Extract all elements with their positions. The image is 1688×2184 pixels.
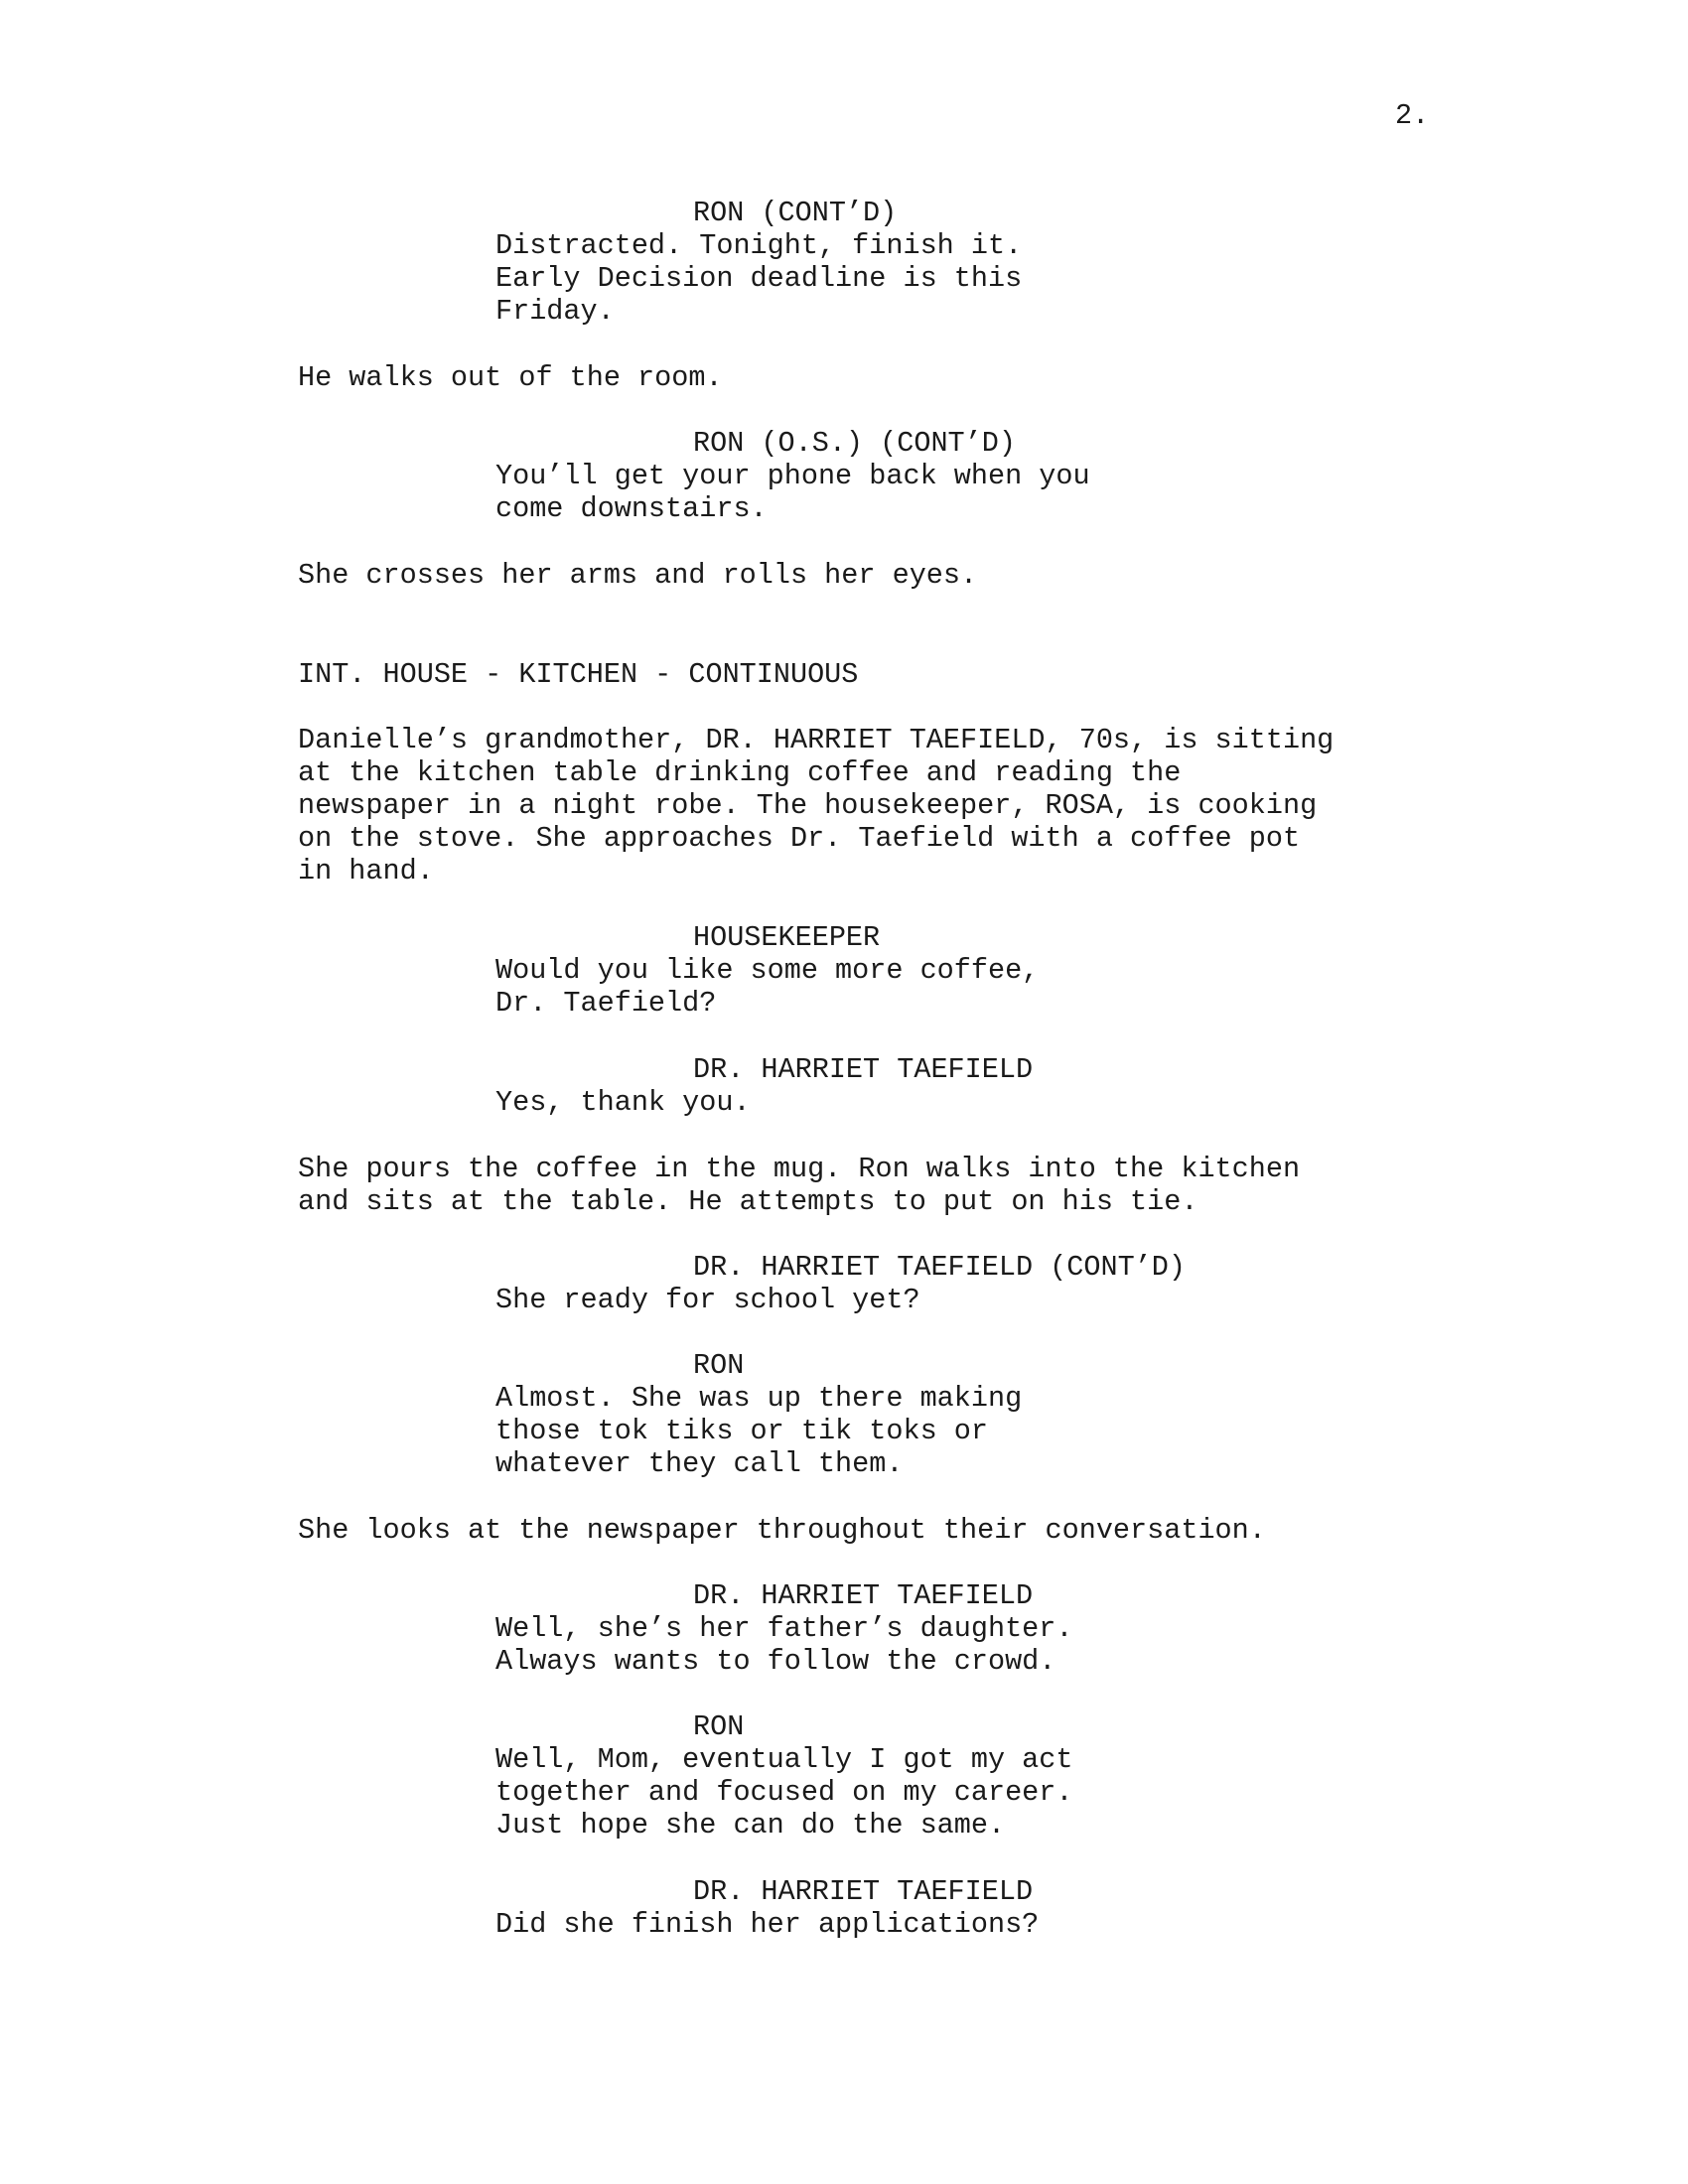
action-line: newspaper in a night robe. The housekeeper, ROSA, is cooking bbox=[298, 789, 1318, 822]
action-line: He walks out of the room. bbox=[298, 361, 723, 394]
dialogue bbox=[495, 1284, 1210, 1316]
dialogue-line: Friday. bbox=[495, 295, 615, 328]
character-cue bbox=[693, 197, 897, 229]
dialogue-line: Well, Mom, eventually I got my act bbox=[495, 1743, 1073, 1776]
character-cue bbox=[693, 1875, 1033, 1908]
character-cue bbox=[693, 1251, 1186, 1284]
character-name: RON (O.S.) (CONT’D) bbox=[693, 427, 1016, 460]
dialogue bbox=[495, 1382, 1210, 1480]
action bbox=[298, 724, 1489, 887]
action bbox=[298, 361, 1489, 394]
action bbox=[298, 559, 1489, 592]
dialogue bbox=[495, 954, 1210, 1020]
character-name: HOUSEKEEPER bbox=[693, 921, 881, 954]
dialogue-line: whatever they call them. bbox=[495, 1447, 904, 1480]
character-name: DR. HARRIET TAEFIELD bbox=[693, 1875, 1034, 1908]
character-cue bbox=[693, 921, 880, 954]
dialogue-line: Dr. Taefield? bbox=[495, 987, 717, 1020]
character-cue bbox=[693, 1349, 744, 1382]
action-line: She pours the coffee in the mug. Ron walks into the kitchen bbox=[298, 1153, 1301, 1185]
action-line: at the kitchen table drinking coffee and reading the bbox=[298, 756, 1182, 789]
action-line: She crosses her arms and rolls her eyes. bbox=[298, 559, 978, 592]
dialogue-line: She ready for school yet? bbox=[495, 1284, 920, 1316]
dialogue-line: Almost. She was up there making bbox=[495, 1382, 1023, 1415]
character-name: DR. HARRIET TAEFIELD bbox=[693, 1053, 1034, 1086]
dialogue bbox=[495, 1086, 1210, 1119]
dialogue-line: Well, she’s her father’s daughter. bbox=[495, 1612, 1073, 1645]
dialogue bbox=[495, 229, 1210, 328]
character-name: DR. HARRIET TAEFIELD bbox=[693, 1579, 1034, 1612]
action-line: She looks at the newspaper throughout their conversation. bbox=[298, 1514, 1266, 1547]
action bbox=[298, 1514, 1489, 1547]
dialogue-line: Yes, thank you. bbox=[495, 1086, 751, 1119]
dialogue bbox=[495, 1908, 1210, 1941]
character-name: DR. HARRIET TAEFIELD (CONT’D) bbox=[693, 1251, 1186, 1284]
dialogue-line: come downstairs. bbox=[495, 492, 768, 525]
dialogue-line: Always wants to follow the crowd. bbox=[495, 1645, 1056, 1678]
action-line: and sits at the table. He attempts to put on his tie. bbox=[298, 1185, 1198, 1218]
character-cue bbox=[693, 1710, 744, 1743]
dialogue-line: Distracted. Tonight, finish it. bbox=[495, 229, 1023, 262]
dialogue-line: Did she finish her applications? bbox=[495, 1908, 1040, 1941]
dialogue-line: Early Decision deadline is this bbox=[495, 262, 1023, 295]
page-number: 2. bbox=[1395, 99, 1430, 132]
action-line: Danielle’s grandmother, DR. HARRIET TAEFIELD, 70s, is sitting bbox=[298, 724, 1335, 756]
dialogue-line: Would you like some more coffee, bbox=[495, 954, 1040, 987]
dialogue-line: You’ll get your phone back when you bbox=[495, 460, 1090, 492]
scene-heading bbox=[298, 658, 858, 691]
dialogue bbox=[495, 460, 1210, 525]
character-name: RON (CONT’D) bbox=[693, 197, 898, 229]
character-name: RON bbox=[693, 1710, 745, 1743]
dialogue-line: those tok tiks or tik toks or bbox=[495, 1415, 988, 1447]
action-line: on the stove. She approaches Dr. Taefield with a coffee pot bbox=[298, 822, 1301, 855]
dialogue bbox=[495, 1612, 1210, 1678]
character-cue bbox=[693, 427, 1016, 460]
character-name: RON bbox=[693, 1349, 745, 1382]
action bbox=[298, 1153, 1489, 1218]
character-cue bbox=[693, 1053, 1033, 1086]
dialogue-line: together and focused on my career. bbox=[495, 1776, 1073, 1809]
scene-heading-text: INT. HOUSE - KITCHEN - CONTINUOUS bbox=[298, 658, 859, 691]
dialogue bbox=[495, 1743, 1210, 1842]
character-cue bbox=[693, 1579, 1033, 1612]
dialogue-line: Just hope she can do the same. bbox=[495, 1809, 1006, 1842]
action-line: in hand. bbox=[298, 855, 434, 887]
